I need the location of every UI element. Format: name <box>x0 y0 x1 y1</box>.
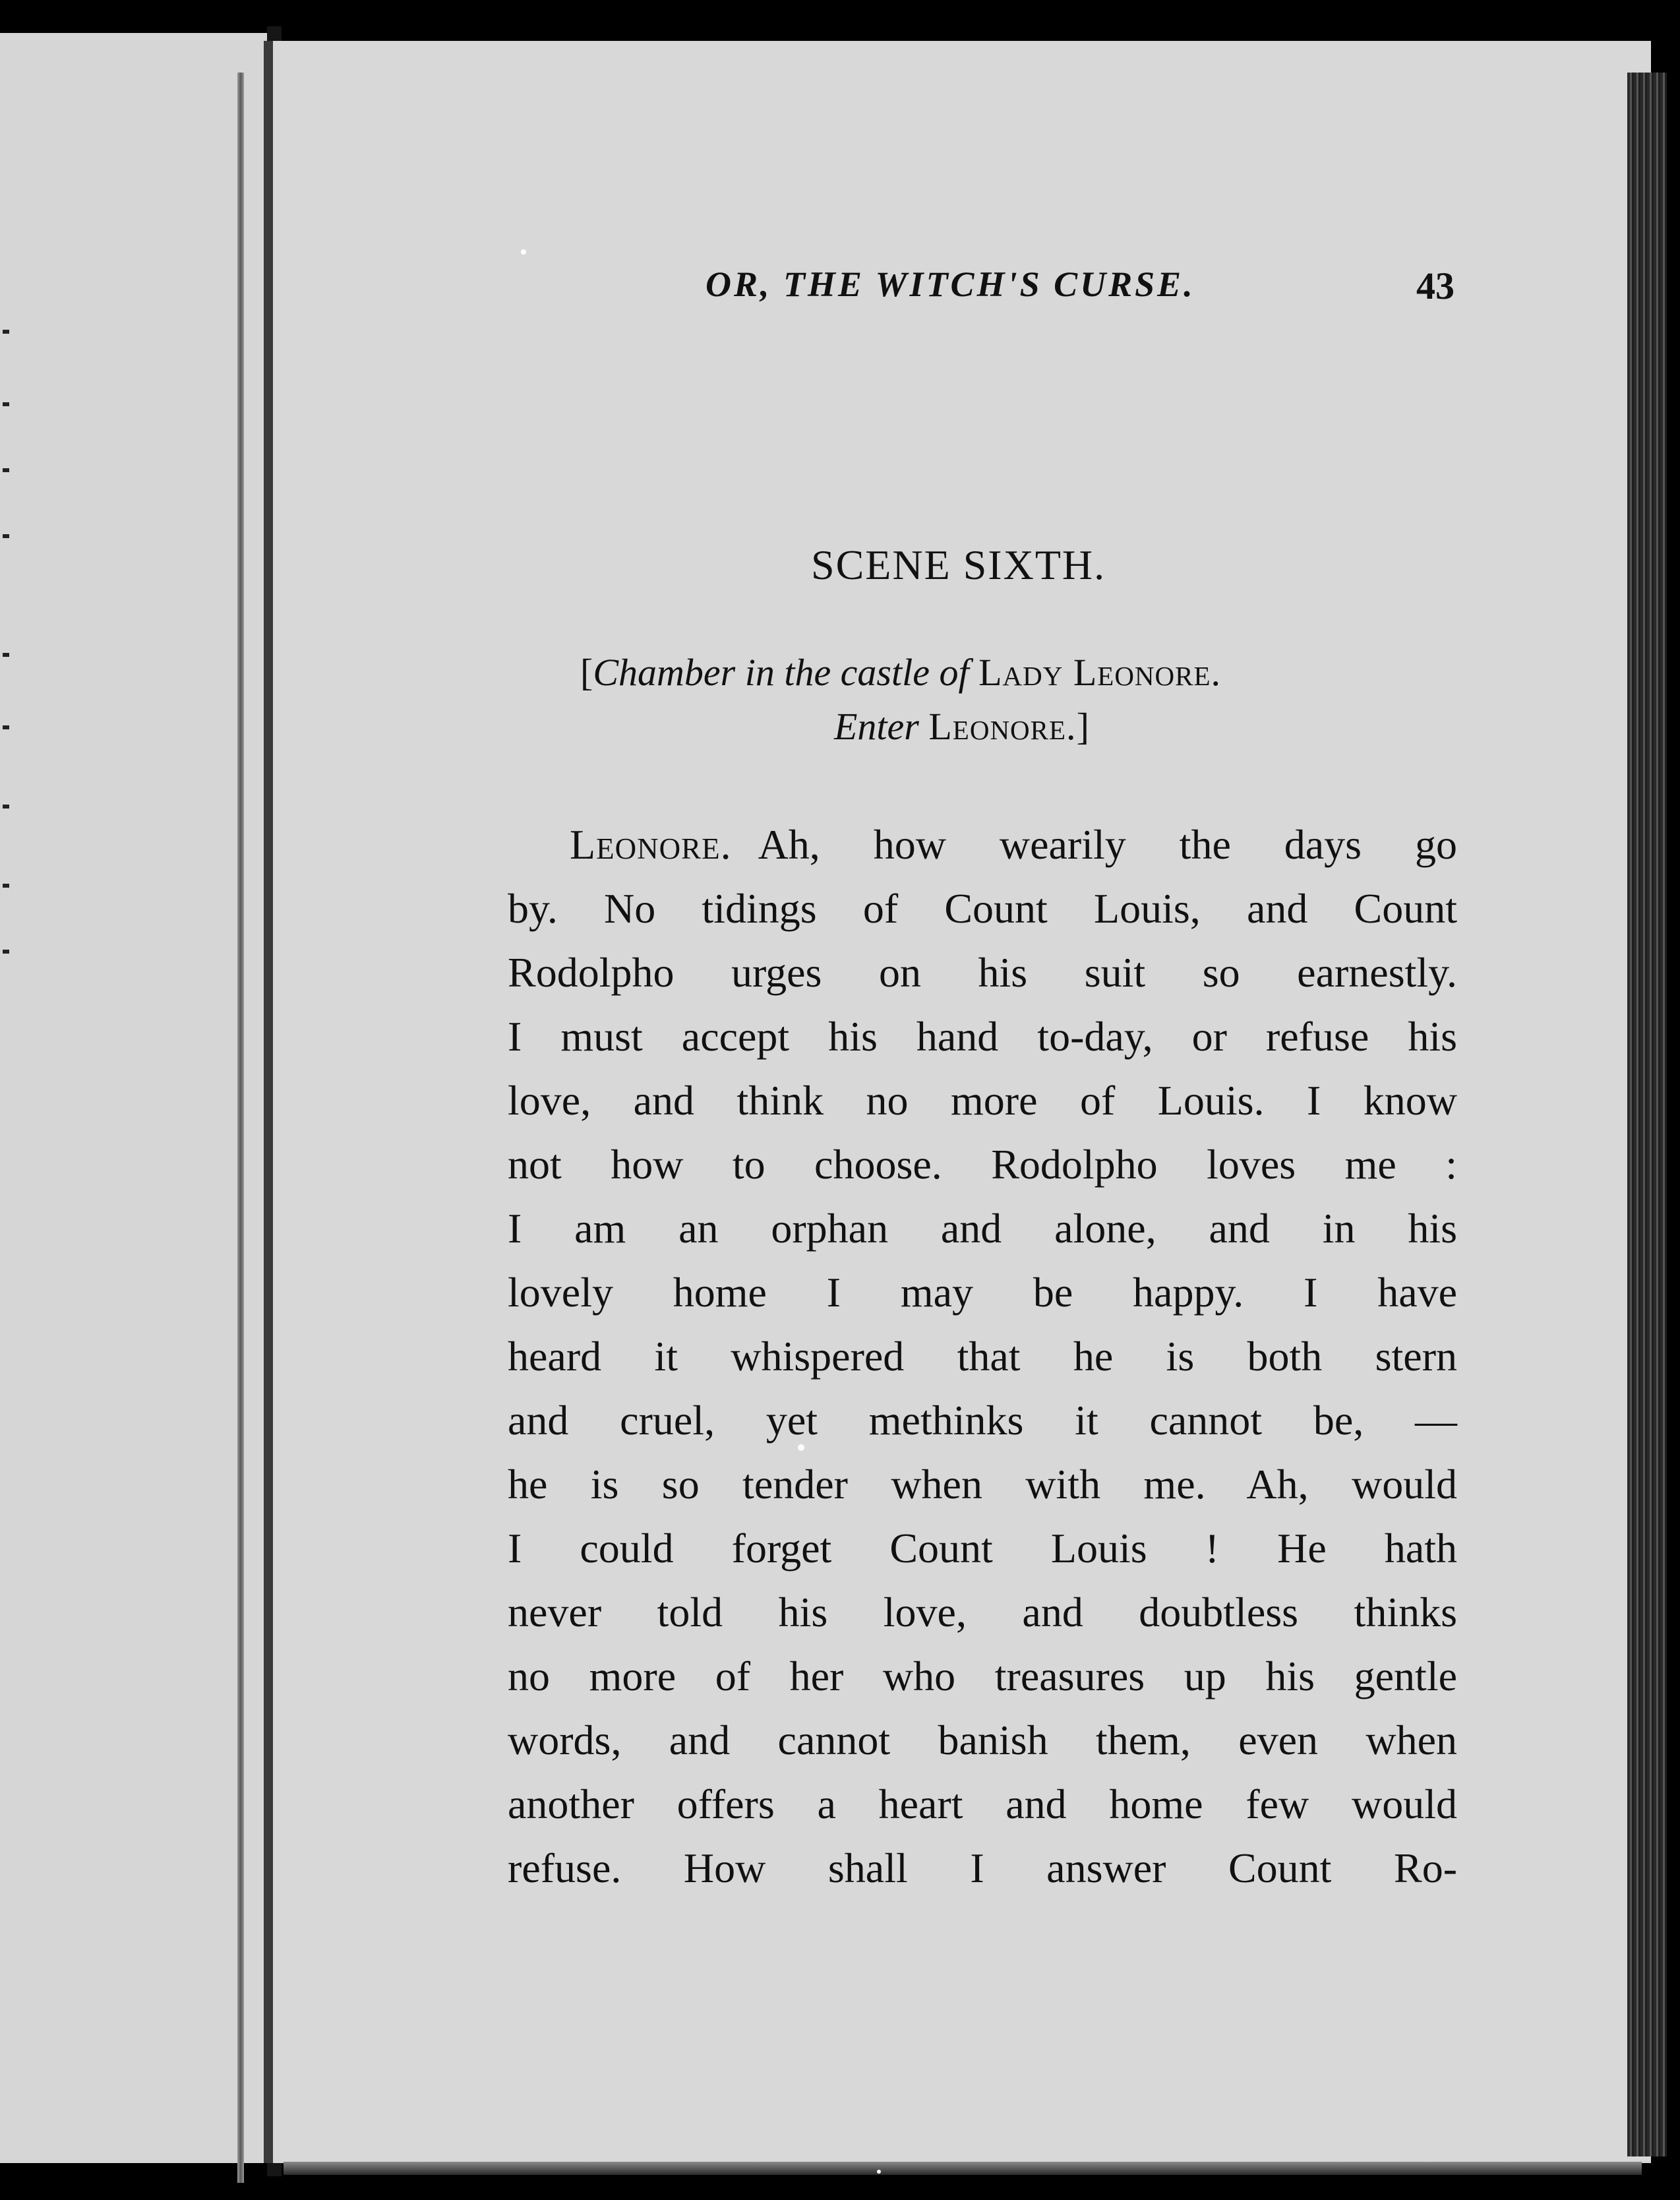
stage-direction-entering-character: Leonore. <box>928 705 1077 748</box>
stage-direction-enter: Enter <box>834 705 919 748</box>
running-head: OR, THE WITCH'S CURSE. <box>705 264 1195 304</box>
speech-line: another offers a heart and home few would <box>508 1781 1457 1827</box>
stage-direction-character: Lady Leonore. <box>978 651 1222 694</box>
page-bottom-edge <box>284 2162 1642 2175</box>
speech-line: words, and cannot banish them, even when <box>508 1717 1457 1763</box>
stage-direction-line-2 <box>834 704 1089 749</box>
left-page-text-fragments <box>0 33 20 2163</box>
page-number: 43 <box>1416 264 1455 307</box>
left-facing-page <box>0 33 267 2163</box>
speech-line: he is so tender when with me. Ah, would <box>508 1461 1457 1508</box>
speech-line: by. No tidings of Count Louis, and Count <box>508 885 1457 932</box>
speech-line: I am an orphan and alone, and in his <box>508 1205 1457 1252</box>
speech-line: Rodolpho urges on his suit so earnestly. <box>508 949 1457 996</box>
stage-direction-close-bracket: ] <box>1076 705 1089 748</box>
scan-speck <box>877 2170 881 2174</box>
speech-line: not how to choose. Rodolpho loves me : <box>508 1141 1457 1188</box>
scan-speck <box>798 1444 804 1451</box>
speech-paragraph <box>508 812 1457 1900</box>
stage-direction-open-bracket: [ <box>580 651 593 694</box>
speech-line: never told his love, and doubtless thinks <box>508 1589 1457 1635</box>
scene-heading: SCENE SIXTH. <box>811 541 1106 588</box>
speech-line: and cruel, yet methinks it cannot be, — <box>508 1397 1457 1444</box>
speaker-name: Leonore. <box>570 821 732 868</box>
scan-speck <box>521 249 526 255</box>
speech-line: I must accept his hand to-day, or refuse his <box>508 1013 1457 1060</box>
speech-line: refuse. How shall I answer Count Ro- <box>508 1845 1457 1891</box>
speech-line: I could forget Count Louis ! He hath <box>508 1525 1457 1572</box>
speech-line <box>508 812 1457 876</box>
page-fore-edge <box>1627 73 1667 2156</box>
stage-direction-setting: Chamber in the castle of <box>593 651 969 694</box>
speech-line: no more of her who treasures up his gentle <box>508 1653 1457 1699</box>
speech-line: lovely home I may be happy. I have <box>508 1269 1457 1316</box>
book-gutter-fold <box>237 73 244 2183</box>
stage-direction-line-1 <box>580 650 1221 694</box>
speech-line: love, and think no more of Louis. I know <box>508 1077 1457 1124</box>
speech-line: heard it whispered that he is both stern <box>508 1333 1457 1380</box>
speech-line-text: Ah, how wearily the days go <box>758 821 1457 868</box>
